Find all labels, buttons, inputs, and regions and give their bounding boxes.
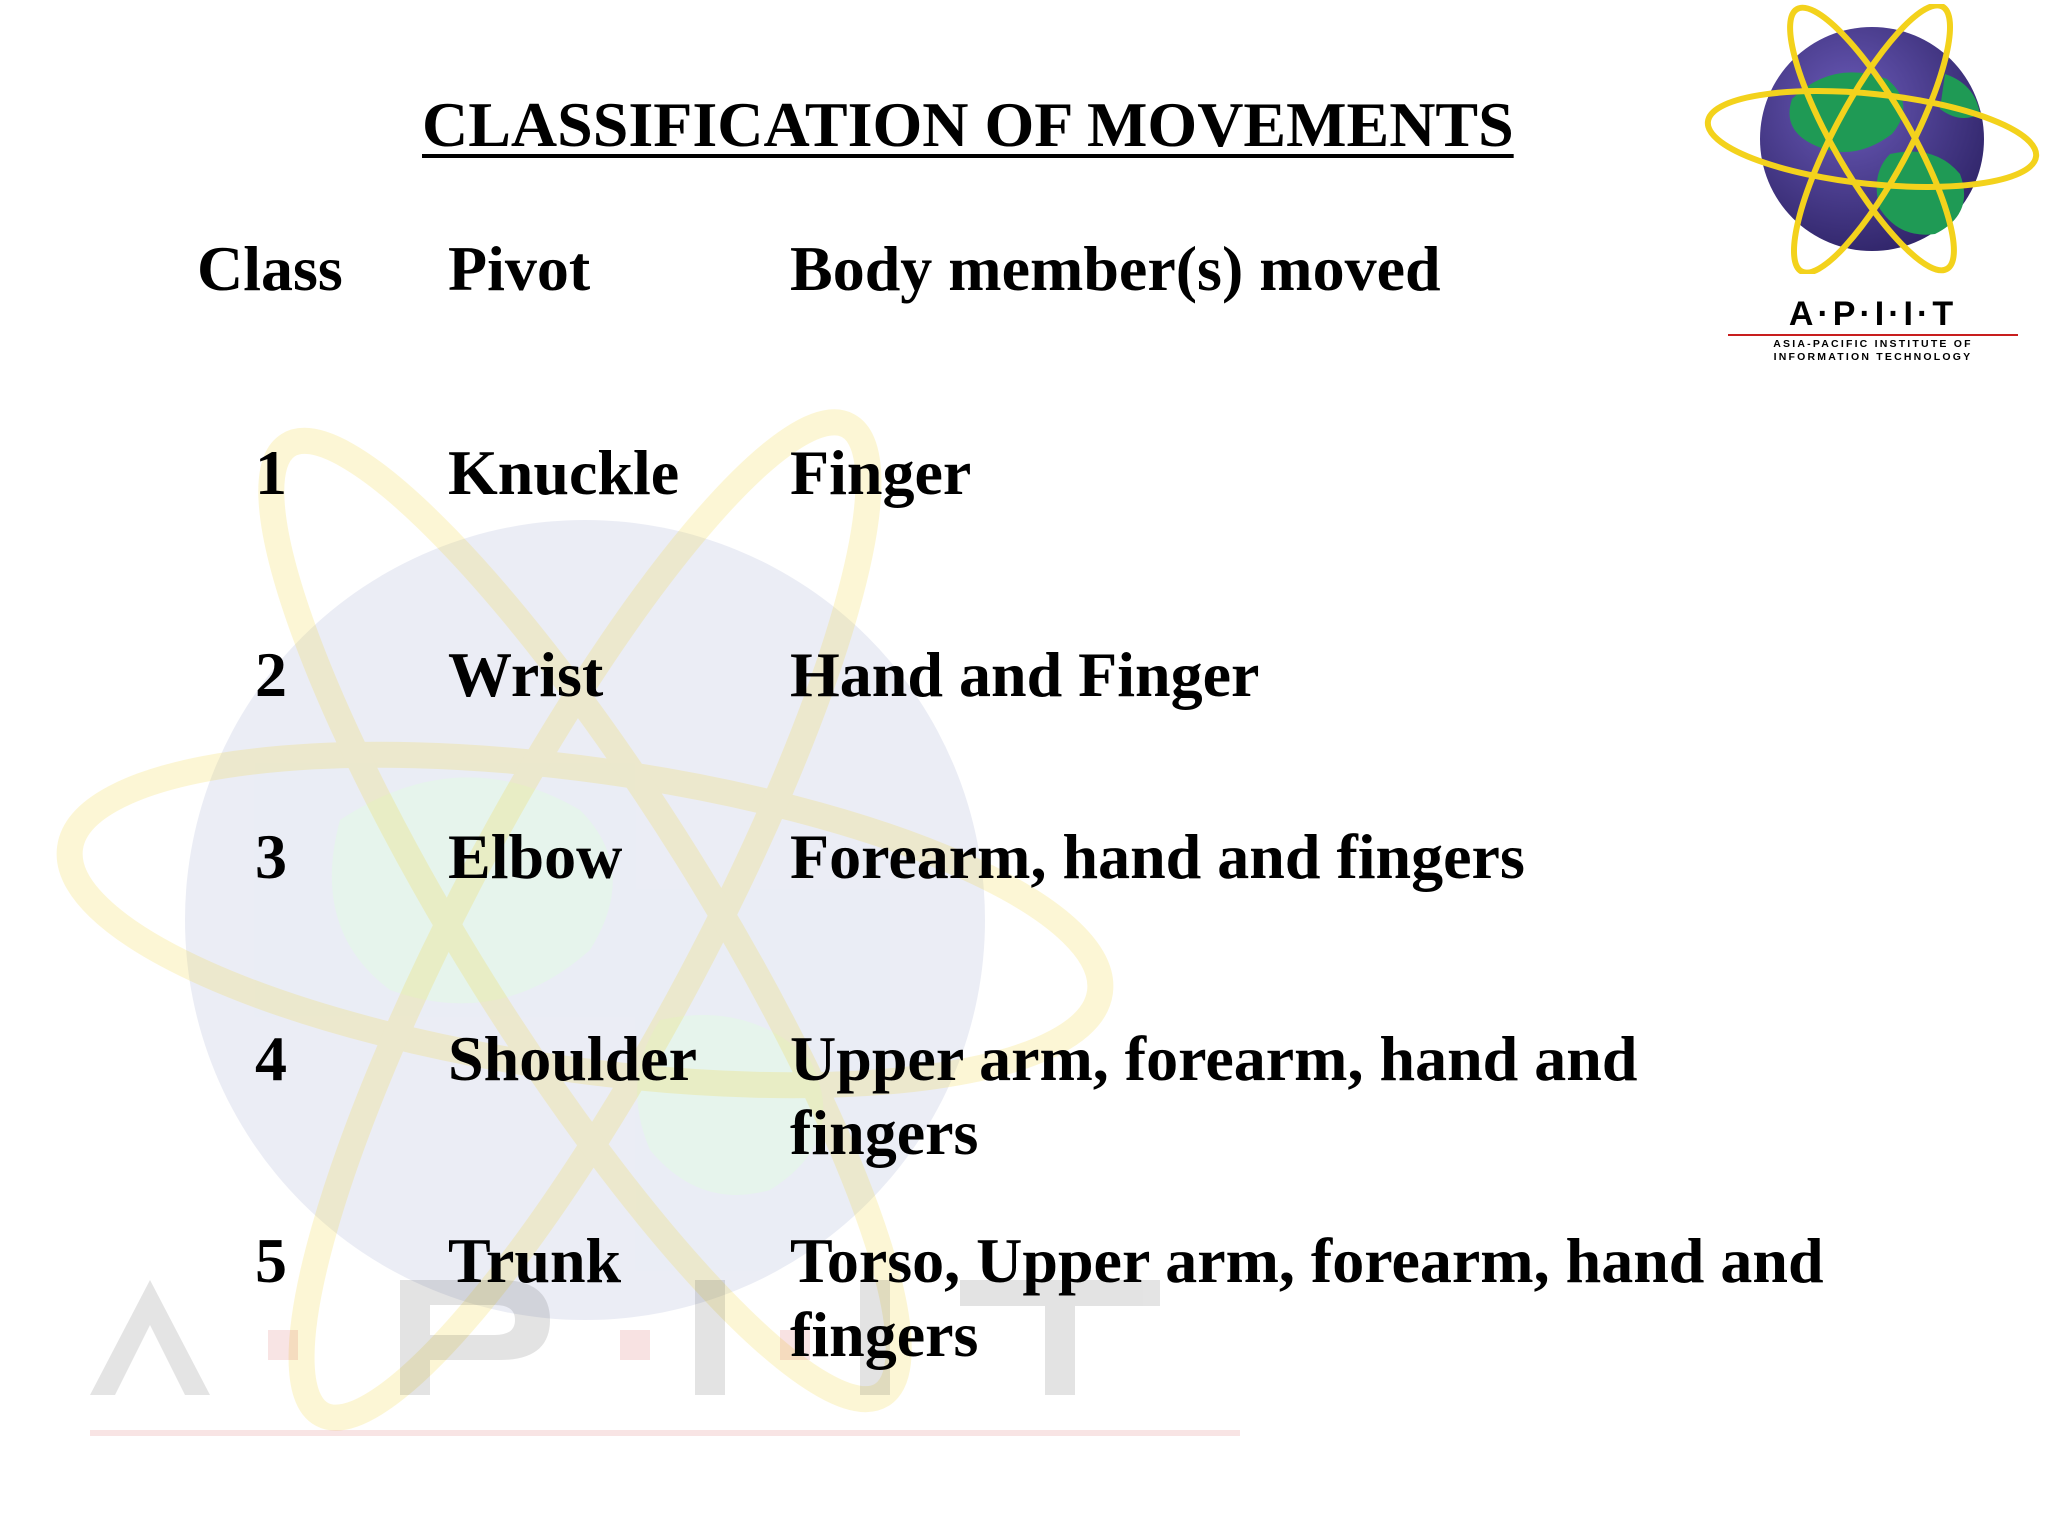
apiit-globe-logo (1700, 4, 2045, 274)
header-pivot: Pivot (448, 233, 591, 304)
pivot-label: Trunk (448, 1225, 622, 1296)
body-members: Forearm, hand and fingers (790, 821, 1525, 892)
body-members: Upper arm, forearm, hand and fingers (790, 1023, 1638, 1168)
pivot-label: Elbow (448, 821, 623, 892)
class-number: 1 (255, 437, 287, 508)
body-members: Torso, Upper arm, forearm, hand and fingers (790, 1225, 1824, 1370)
logo-subtitle-2: INFORMATION TECHNOLOGY (1773, 351, 1973, 363)
class-number: 2 (255, 639, 287, 710)
class-number: 3 (255, 821, 287, 892)
table-row (0, 1224, 2048, 1384)
pivot-label: Wrist (448, 639, 604, 710)
body-members: Hand and Finger (790, 639, 1260, 710)
pivot-label: Knuckle (448, 437, 680, 508)
table-row (0, 1022, 2048, 1182)
logo-subtitle-1: ASIA-PACIFIC INSTITUTE OF (1728, 334, 2018, 351)
logo-name: A·P·I·I·T (1788, 295, 1958, 333)
table-row (0, 436, 2048, 596)
body-members: Finger (790, 437, 972, 508)
apiit-wordmark (1728, 296, 2018, 364)
pivot-label: Shoulder (448, 1023, 697, 1094)
header-body-members: Body member(s) moved (790, 233, 1441, 304)
slide-title: CLASSIFICATION OF MOVEMENTS (422, 89, 1514, 160)
class-number: 5 (255, 1225, 287, 1296)
header-class: Class (197, 233, 343, 304)
class-number: 4 (255, 1023, 287, 1094)
table-row (0, 820, 2048, 980)
table-row (0, 638, 2048, 798)
